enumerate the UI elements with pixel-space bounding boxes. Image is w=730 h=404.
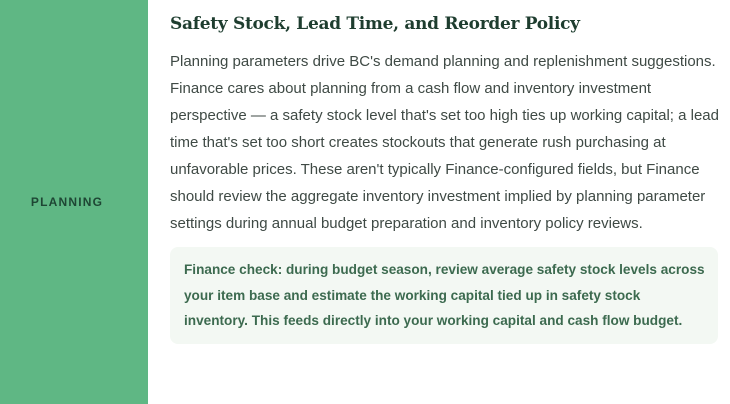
section-sidebar	[0, 0, 148, 404]
finance-check-callout: Finance check: during budget season, review average safety stock levels across your item base and estimate the working capital tied up in safety stock inventory. This feeds directly into your working capital and cash flow budget.	[170, 247, 718, 344]
article-title: Safety Stock, Lead Time, and Reorder Policy	[170, 14, 580, 34]
article-content	[148, 0, 730, 404]
section-label: PLANNING	[30, 195, 104, 209]
article-body: Planning parameters drive BC's demand planning and replenishment suggestions. Finance cares about planning from a cash flow and inventory investment perspective — a safety stock level that's set too high ties up working capital; a lead time that's set too short creates stockouts that generate rush purchasing at unfavorable prices. These aren't typically Finance-configured fields, but Finance should review the aggregate inventory investment implied by planning parameter settings during annual budget preparation and inventory policy reviews.	[170, 53, 719, 232]
